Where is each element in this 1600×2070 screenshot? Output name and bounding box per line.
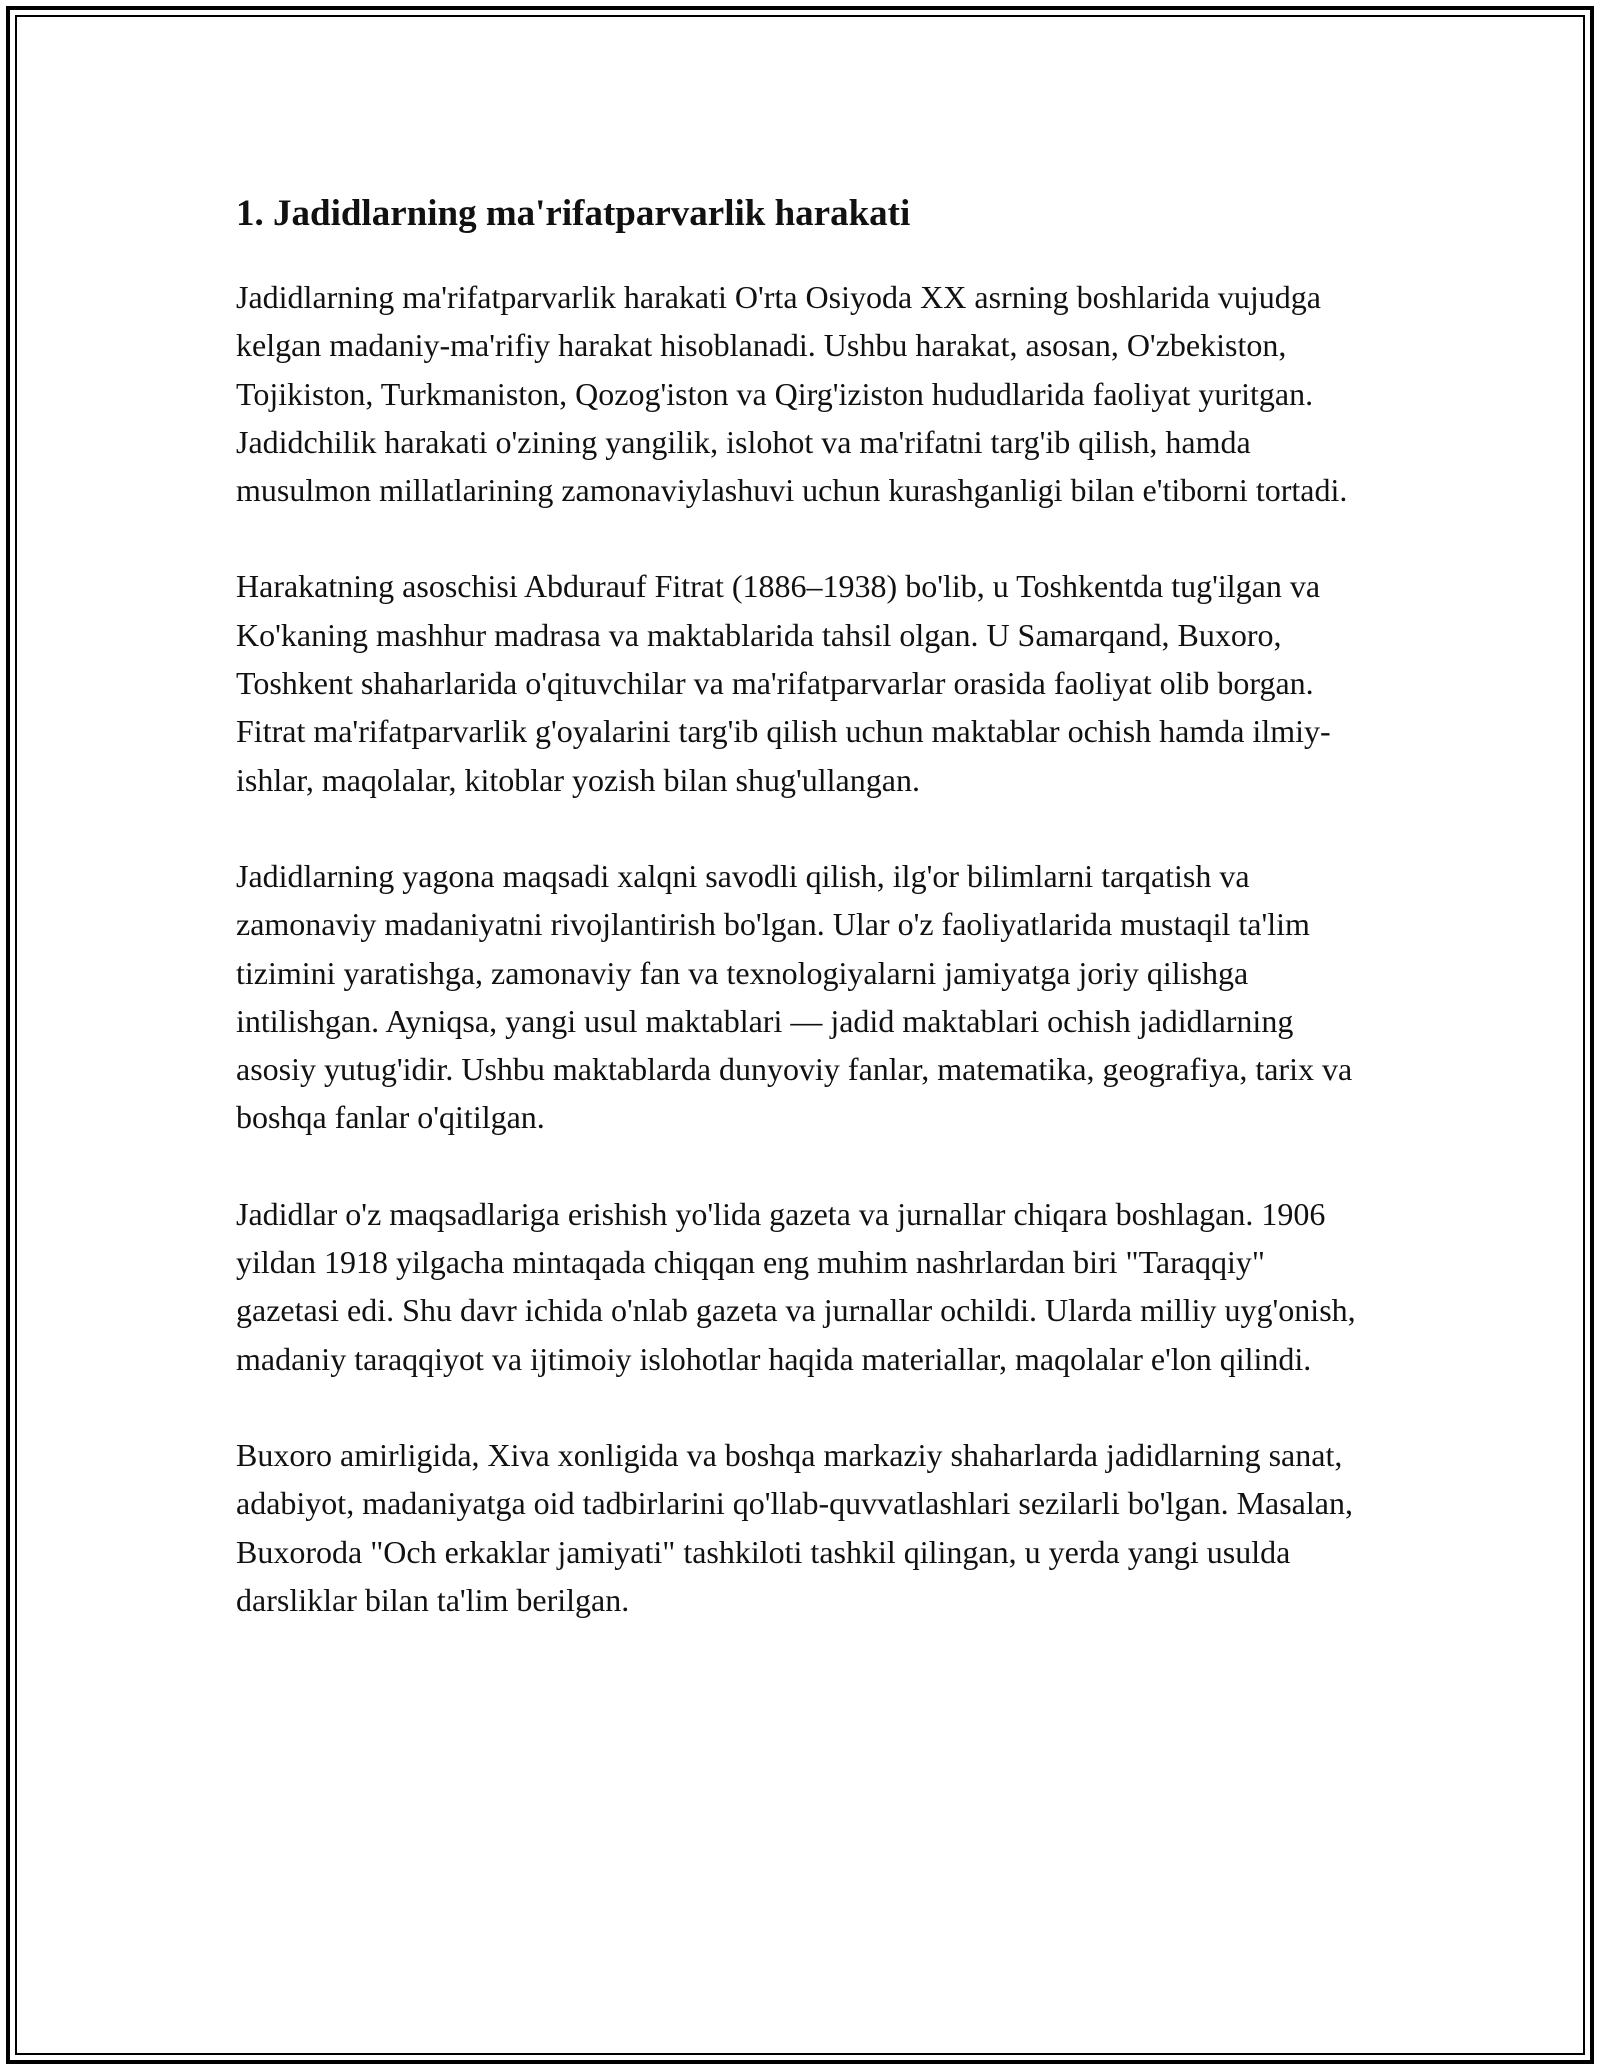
document-body [236, 186, 1366, 1672]
section-heading: 1. Jadidlarning ma'rifatparvarlik harakati [236, 193, 911, 234]
paragraph-2: Harakatning asoschisi Abdurauf Fitrat (1886–1938) bo'lib, u Toshkentda tug'ilgan va Ko'kaning mashhur madrasa va maktablarida tahsil olgan. U Samarqand, Buxoro, Toshkent shaharlarida o'qituvchilar va ma'rifatparvarlar orasida faoliyat olib borgan. Fitrat ma'rifatparvarlik g'oyalarini targ'ib qilish uchun maktablar ochish hamda ilmiy-ishlar, maqolalar, kitoblar yozish bilan shug'ullangan. [236, 568, 1331, 798]
paragraph-5: Buxoro amirligida, Xiva xonligida va boshqa markaziy shaharlarda jadidlarning sanat, adabiyot, madaniyatga oid tadbirlarini qo'llab-quvvatlashlari sezilarli bo'lgan. Masalan, Buxoroda "Och erkaklar jamiyati" tashkiloti tashkil qilingan, u yerda yangi usulda darsliklar bilan ta'lim berilgan. [236, 1436, 1353, 1618]
paragraph-1: Jadidlarning ma'rifatparvarlik harakati O'rta Osiyoda XX asrning boshlarida vujudga kelgan madaniy-ma'rifiy harakat hisoblanadi. Ushbu harakat, asosan, O'zbekiston, Tojikiston, Turkmaniston, Qozog'iston va Qirg'iziston hududlarida faoliyat yuritgan. Jadidchilik harakati o'zining yangilik, islohot va ma'rifatni targ'ib qilish, hamda musulmon millatlarining zamonaviylashuvi uchun kurashganligi bilan e'tiborni tortadi. [236, 279, 1348, 509]
paragraph-3: Jadidlarning yagona maqsadi xalqni savodli qilish, ilg'or bilimlarni tarqatish va zamonaviy madaniyatni rivojlantirish bo'lgan. Ular o'z faoliyatlarida mustaqil ta'lim tizimini yaratishga, zamonaviy fan va texnologiyalarni jamiyatga joriy qilishga intilishgan. Ayniqsa, yangi usul maktablari — jadid maktablari ochish jadidlarning asosiy yutug'idir. Ushbu maktablarda dunyoviy fanlar, matematika, geografiya, tarix va boshqa fanlar o'qitilgan. [236, 857, 1353, 1136]
paragraph-4: Jadidlar o'z maqsadlariga erishish yo'lida gazeta va jurnallar chiqara boshlagan. 1906 yildan 1918 yilgacha mintaqada chiqqan eng muhim nashrlardan biri "Taraqqiy" gazetasi edi. Shu davr ichida o'nlab gazeta va jurnallar ochildi. Ularda milliy uyg'onish, madaniy taraqqiyot va ijtimoiy islohotlar haqida materiallar, maqolalar e'lon qilindi. [236, 1195, 1356, 1377]
